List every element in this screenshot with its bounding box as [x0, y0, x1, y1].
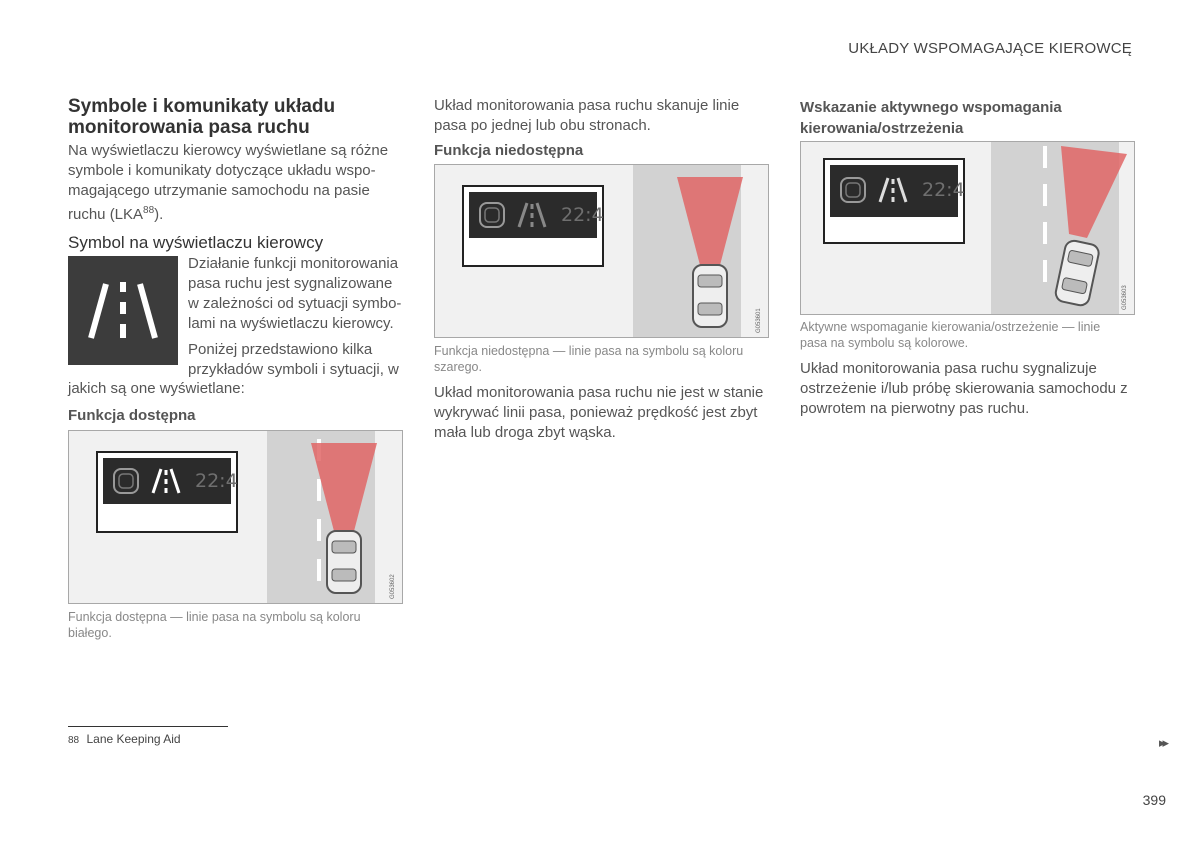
figure-caption: Funkcja dostępna — linie pasa na symbolu są koloru białego.	[68, 610, 361, 640]
unavailable-paragraph: Układ monitorowania pasa ruchu nie jest w stanie wykrywać linii pasa, ponieważ prędkość jest zbyt mała lub droga zbyt wąska.	[434, 384, 764, 441]
clock-readout: 22:4	[922, 179, 965, 201]
lane-keeping-symbol	[68, 256, 178, 365]
heading-function-unavailable: Funkcja niedostępna	[434, 142, 584, 159]
driver-display-frame	[96, 451, 238, 533]
heading-function-available: Funkcja dostępna	[68, 407, 196, 424]
car-outline-icon	[838, 175, 868, 205]
driver-display	[830, 165, 965, 217]
heading-active-assist: Wskazanie aktywnego wspomagania kierowania/ostrzeżenia	[800, 99, 1062, 137]
figure-code: G053602	[390, 574, 396, 599]
examples-intro-cont: jakich są one wyświetlane:	[68, 380, 245, 397]
figure-caption: Aktywne wspomaganie kierowania/ostrzeżenie — linie pasa na symbolu są kolorowe.	[800, 320, 1101, 350]
intro-paragraph: Na wyświetlaczu kierowcy wyświetlane są różne symbole i komunikaty dotyczące układu wspo-magającego utrzymanie samochodu na pasie ruchu (LKA$^{88}$).	[68, 142, 389, 223]
car-sensor-illustration	[665, 173, 755, 333]
footnote-text: Lane Keeping Aid	[86, 732, 181, 746]
figure-code: G053603	[1122, 285, 1128, 310]
symbol-description: Działanie funkcji monitorowania pasa ruchu jest sygnalizowane w zależności od sytuacji symbo-lami na wyświetlaczu kierowcy.	[188, 255, 402, 332]
footnote-separator	[68, 726, 228, 727]
figure-active-assist	[800, 141, 1135, 315]
driver-display	[103, 458, 238, 504]
clock-readout: 22:4	[195, 470, 238, 492]
figure-function-available	[68, 430, 403, 604]
active-assist-paragraph: Układ monitorowania pasa ruchu sygnalizuje ostrzeżenie i/lub próbę skierowania samochodu z powrotem na pierwotny pas ruchu.	[800, 360, 1128, 417]
clock-readout: 22:4	[561, 204, 604, 226]
running-header: UKŁADY WSPOMAGAJĄCE KIEROWCĘ	[848, 40, 1132, 57]
driver-display	[469, 192, 604, 238]
footnote-ref[interactable]: 88	[143, 205, 155, 216]
figure-code: G053601	[756, 308, 762, 333]
subsection-title: Symbol na wyświetlaczu kierowcy	[68, 233, 324, 252]
lane-lines-icon	[68, 256, 178, 365]
section-title: Symbole i komunikaty układu monitorowania pasa ruchu	[68, 96, 336, 138]
examples-intro: Poniżej przedstawiono kilka przykładów symboli i sytuacji, w	[188, 341, 399, 378]
footnote	[68, 732, 181, 746]
lane-lines-grey-icon	[515, 200, 549, 230]
car-outline-icon	[111, 466, 141, 496]
car-sensor-illustration	[299, 439, 389, 599]
lane-lines-icon	[149, 466, 183, 496]
car-sensor-illustration	[1037, 142, 1133, 314]
car-outline-icon	[477, 200, 507, 230]
page-number: 399	[1142, 792, 1166, 808]
driver-display-frame	[823, 158, 965, 244]
figure-function-unavailable	[434, 164, 769, 338]
continue-arrow-icon: ▸▸	[1158, 735, 1166, 750]
scan-paragraph: Układ monitorowania pasa ruchu skanuje linie pasa po jednej lub obu stronach.	[434, 97, 740, 134]
footnote-number: 88	[68, 735, 80, 746]
figure-caption: Funkcja niedostępna — linie pasa na symbolu są koloru szarego.	[434, 344, 744, 374]
driver-display-frame	[462, 185, 604, 267]
lane-lines-active-icon	[876, 175, 910, 205]
